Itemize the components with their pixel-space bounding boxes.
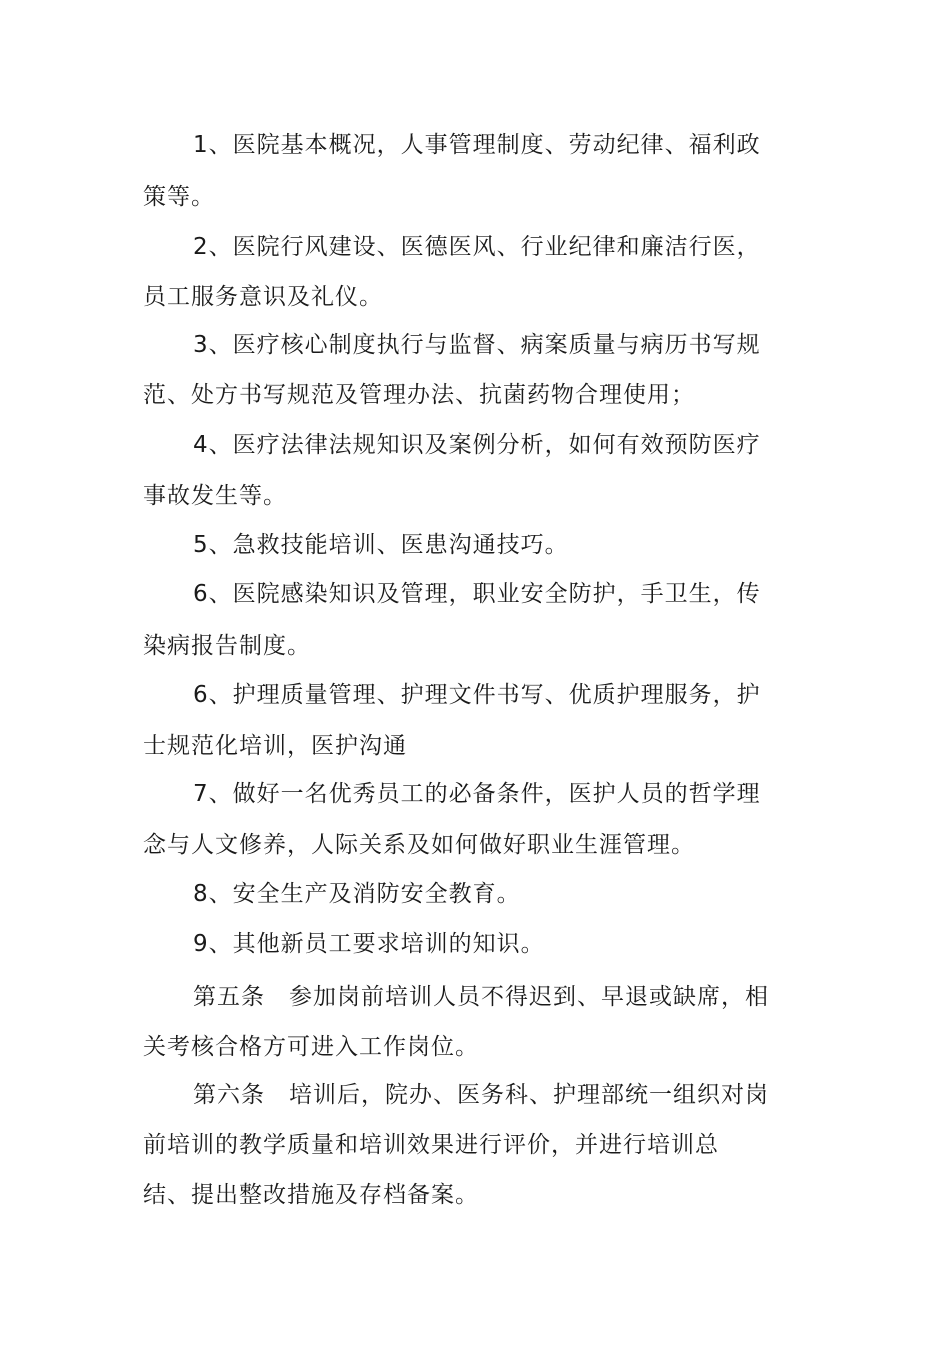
article-6-line-3: 结、提出整改措施及存档备案。 xyxy=(143,1182,479,1208)
item-8-line-1: 8、安全生产及消防安全教育。 xyxy=(193,881,521,907)
item-2-line-2: 员工服务意识及礼仪。 xyxy=(143,284,383,310)
item-6-line-1: 6、医院感染知识及管理，职业安全防护，手卫生，传 xyxy=(193,581,761,607)
item-9-line-1: 9、其他新员工要求培训的知识。 xyxy=(193,931,545,957)
item-7-line-1: 7、做好一名优秀员工的必备条件，医护人员的哲学理 xyxy=(193,781,761,807)
article-5-line-1: 第五条 参加岗前培训人员不得迟到、早退或缺席，相 xyxy=(193,984,769,1010)
item-6-line-2: 染病报告制度。 xyxy=(143,633,311,659)
item-1-line-2: 策等。 xyxy=(143,184,215,210)
item-6b-line-1: 6、护理质量管理、护理文件书写、优质护理服务，护 xyxy=(193,682,761,708)
article-6-line-1: 第六条 培训后，院办、医务科、护理部统一组织对岗 xyxy=(193,1082,769,1108)
item-5-line-1: 5、急救技能培训、医患沟通技巧。 xyxy=(193,532,569,558)
item-7-line-2: 念与人文修养，人际关系及如何做好职业生涯管理。 xyxy=(143,832,695,858)
item-3-line-1: 3、医疗核心制度执行与监督、病案质量与病历书写规 xyxy=(193,332,761,358)
item-4-line-2: 事故发生等。 xyxy=(143,483,287,509)
item-4-line-1: 4、医疗法律法规知识及案例分析，如何有效预防医疗 xyxy=(193,432,761,458)
item-3-line-2: 范、处方书写规范及管理办法、抗菌药物合理使用； xyxy=(143,382,695,408)
item-2-line-1: 2、医院行风建设、医德医风、行业纪律和廉洁行医， xyxy=(193,234,761,260)
item-1-line-1: 1、医院基本概况，人事管理制度、劳动纪律、福利政 xyxy=(193,132,761,158)
item-6b-line-2: 士规范化培训，医护沟通 xyxy=(143,733,407,759)
article-6-line-2: 前培训的教学质量和培训效果进行评价，并进行培训总 xyxy=(143,1132,719,1158)
article-5-line-2: 关考核合格方可进入工作岗位。 xyxy=(143,1034,479,1060)
